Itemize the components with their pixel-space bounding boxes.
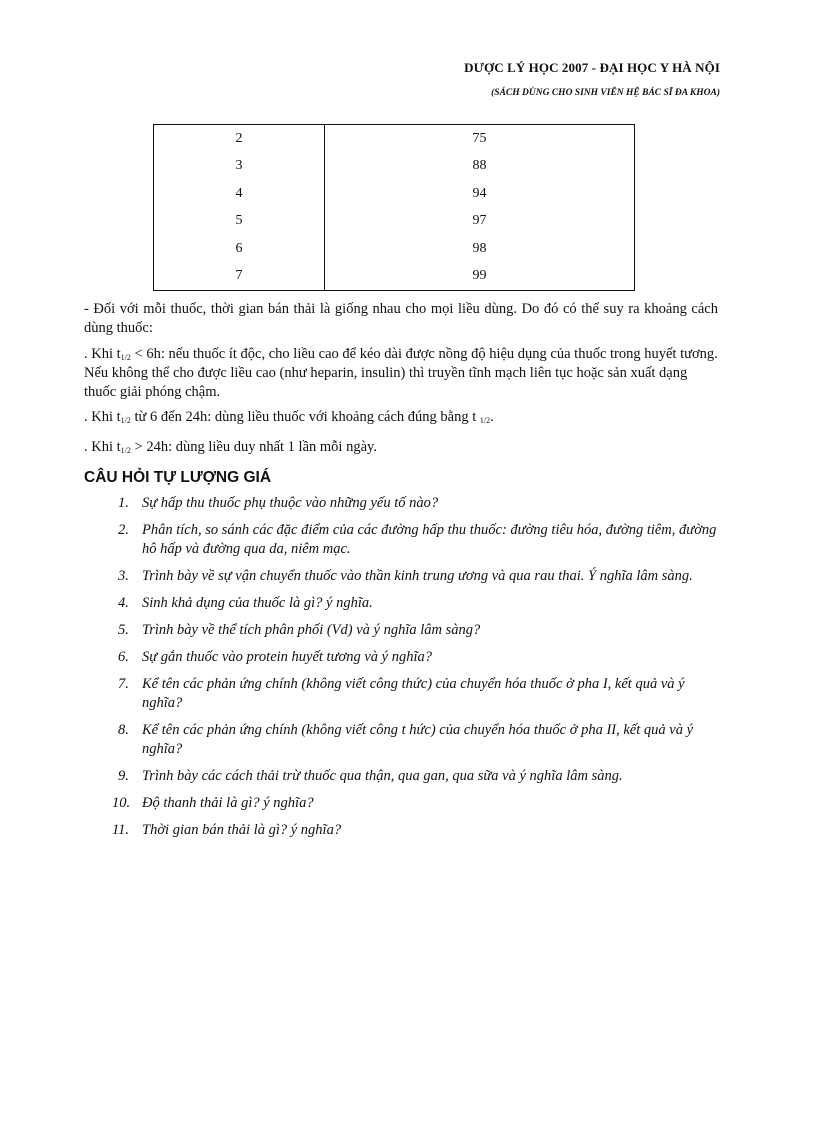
list-item [84,494,720,513]
list-item [84,594,720,613]
table-row [154,153,635,181]
list-item [84,794,720,813]
question-text: Thời gian bán thải là gì? ý nghĩa? [142,822,342,838]
table-cell: 6 [154,235,325,263]
question-text: Trình bày về sự vận chuyển thuốc vào thần kinh trung ương và qua rau thai. Ý nghĩa lâm sàng. [142,568,693,584]
subscript: 1/2 [120,416,131,425]
list-item [84,567,720,586]
page-header-title: DƯỢC LÝ HỌC 2007 - ĐẠI HỌC Y HÀ NỘI [464,60,720,75]
table-cell: 98 [325,235,635,263]
question-text: Kể tên các phản ứng chính (không viết công t hức) của chuyển hóa thuốc ở pha II, kết quả và ý nghĩa? [142,722,694,757]
question-text: Sự gắn thuốc vào protein huyết tương và ý nghĩa? [142,649,433,665]
question-number: 11. [112,822,130,838]
subscript: 1/2 [479,416,491,425]
list-item [84,821,720,840]
paragraph-long-half-life [84,438,718,457]
list-item [84,675,720,713]
question-text: Độ thanh thải là gì? ý nghĩa? [142,795,314,811]
question-number: 3. [118,568,129,584]
question-text: Sự hấp thu thuốc phụ thuộc vào những yếu tố nào? [142,495,439,511]
text-run: > 24h: dùng liều duy nhất 1 lần mỗi ngày. [130,439,377,455]
question-number: 9. [118,768,129,784]
question-number: 5. [118,622,129,638]
table-cell: 3 [154,153,325,181]
text-run: < 6h: nếu thuốc ít độc, cho liều cao để kéo dài được nồng độ hiệu dụng của thuốc trong huyết tương. Nếu không thể cho được liều cao (như heparin, insulin) thì truyền tĩnh mạch liên tục hoặc sản xuất dạng thuốc giải phóng chậm. [84,346,718,400]
table-cell: 5 [154,208,325,236]
paragraph-dosing-interval: - Đối với mỗi thuốc, thời gian bán thải là giống nhau cho mọi liều dùng. Do đó có thể suy ra khoảng cách dùng thuốc: [84,301,718,336]
question-number: 10. [112,795,131,811]
text-run: . Khi t [84,409,121,425]
list-item [84,621,720,640]
table-row [154,180,635,208]
subscript: 1/2 [120,353,131,362]
question-text: Sinh khả dụng của thuốc là gì? ý nghĩa. [142,595,373,611]
list-item [84,767,720,786]
page-header-subtitle: (SÁCH DÙNG CHO SINH VIÊN HỆ BÁC SĨ ĐA KHOA) [491,88,720,98]
question-number: 7. [118,676,129,692]
question-list [84,494,720,848]
list-item [84,648,720,667]
question-number: 8. [118,722,129,738]
table-row [154,125,635,153]
text-run: từ 6 đến 24h: dùng liều thuốc với khoảng cách đúng bằng t [130,409,480,425]
text-run: . Khi t [84,439,121,455]
table-cell: 97 [325,208,635,236]
text-run: . Khi t [84,346,121,362]
table-cell: 4 [154,180,325,208]
table-row [154,208,635,236]
subscript: 1/2 [120,446,131,455]
question-number: 1. [118,495,129,511]
question-text: Trình bày các cách thải trừ thuốc qua thận, qua gan, qua sữa và ý nghĩa lâm sàng. [142,768,623,784]
section-title: CÂU HỎI TỰ LƯỢNG GIÁ [84,469,272,486]
table-cell: 99 [325,263,635,291]
table-cell: 88 [325,153,635,181]
question-text: Trình bày về thể tích phân phối (Vd) và ý nghĩa lâm sàng? [142,622,481,638]
question-number: 2. [118,522,129,538]
question-number: 4. [118,595,129,611]
paragraph-short-half-life [84,345,718,402]
question-text: Kể tên các phản ứng chính (không viết công thức) của chuyển hóa thuốc ở pha I, kết quả và ý nghĩa? [142,676,685,711]
paragraph-medium-half-life [84,408,718,427]
list-item [84,721,720,759]
half-life-table [153,124,635,291]
list-item [84,521,720,559]
text-run: . [490,409,494,425]
table-cell: 75 [325,125,635,153]
question-text: Phân tích, so sánh các đặc điểm của các đường hấp thu thuốc: đường tiêu hóa, đường tiêm, đường hô hấp và đường qua da, niêm mạc. [142,522,717,557]
table-cell: 7 [154,263,325,291]
table-cell: 94 [325,180,635,208]
table-row [154,235,635,263]
question-number: 6. [118,649,129,665]
table-cell: 2 [154,125,325,153]
table-row [154,263,635,291]
